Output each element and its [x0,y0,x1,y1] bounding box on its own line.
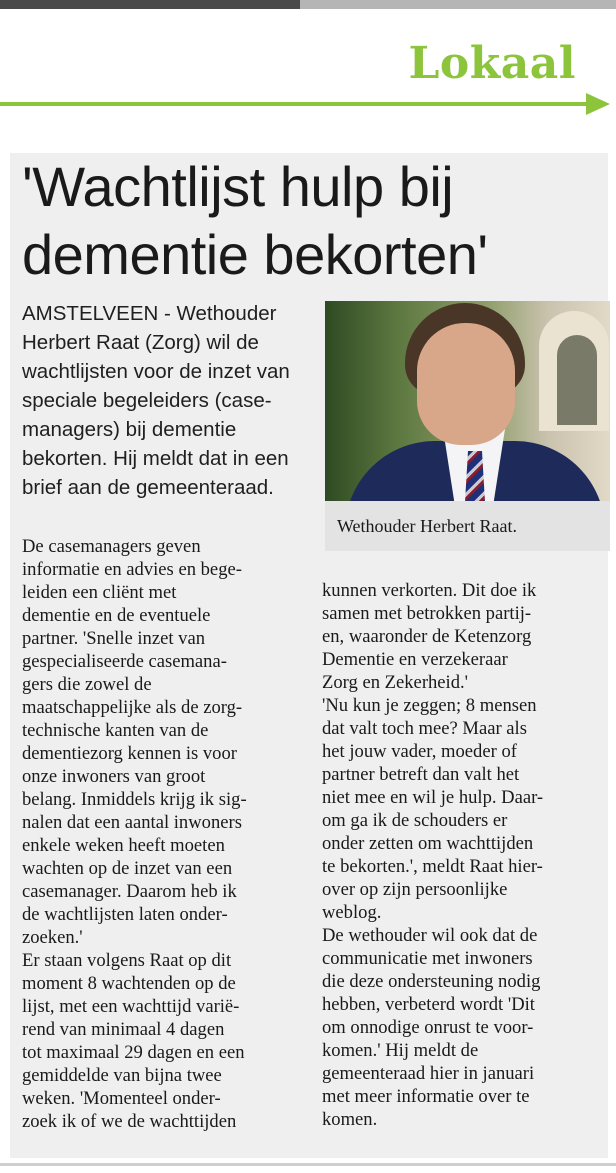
body-line: komen.' Hij meldt de [322,1040,479,1061]
body-line: rend van minimaal 4 dagen [22,1019,225,1040]
body-line: die deze ondersteuning nodig [322,971,541,992]
body-column-1 [22,535,312,1133]
body-line: Er staan volgens Raat op dit [22,950,232,971]
body-line: De wethouder wil ook dat de [322,925,538,946]
body-line: niet mee en wil je hulp. Daar- [322,787,544,808]
lead-line: Herbert Raat (Zorg) wil de [22,331,259,354]
body-line: gemiddelde van bijna twee [22,1065,222,1086]
headline: 'Wachtlijst hulp bij dementie bekorten' [22,155,488,286]
body-line: onder zetten om wachttijden [322,833,534,854]
body-line: dementie en de eventuele [22,605,211,626]
body-line: dementiezorg kennen is voor [22,743,237,764]
body-line: met meer informatie over te [322,1086,530,1107]
lead-line: speciale begeleiders (case- [22,389,272,412]
body-line: wachten op de inzet van een [22,858,233,879]
body-line: weken. 'Momenteel onder- [22,1088,221,1109]
body-line: De casemanagers geven [22,536,201,557]
body-line: partner betreft dan valt het [322,764,520,785]
lead-line: AMSTELVEEN - Wethouder [22,302,277,325]
lead-paragraph [22,299,322,502]
body-line: gers die zowel de [22,674,152,695]
arrow-right-icon [586,93,610,115]
body-line: enkele weken heeft moeten [22,835,225,856]
lead-line: managers) bij dementie [22,418,237,441]
body-line: informatie en advies en bege- [22,559,242,580]
body-line: communicatie met inwoners [322,948,533,969]
body-line: hebben, verbeterd wordt 'Dit [322,994,535,1015]
lead-line: bekorten. Hij meldt dat in een [22,447,289,470]
body-line: komen. [322,1109,378,1130]
body-line: Zorg en Zekerheid.' [322,672,469,693]
body-line: partner. 'Snelle inzet van [22,628,206,649]
body-line: dat valt toch mee? Maar als [322,718,527,739]
body-line: zoeken.' [22,927,83,948]
photo-caption: Wethouder Herbert Raat. [325,501,610,551]
body-line: zoek ik of we de wachttijden [22,1111,237,1132]
top-bar-light [300,0,616,9]
body-line: tot maximaal 29 dagen en een [22,1042,245,1063]
section-label: Lokaal [408,38,576,89]
body-line: 'Nu kun je zeggen; 8 mensen [322,695,537,716]
body-line: Dementie en verzekeraar [322,649,508,670]
body-line: gespecialiseerde casemana- [22,651,227,672]
top-bar-dark [0,0,300,9]
body-line: onze inwoners van groot [22,766,206,787]
lead-line: brief aan de gemeenteraad. [22,476,274,499]
body-line: casemanager. Daarom heb ik [22,881,237,902]
body-line: om ga ik de schouders er [322,810,508,831]
body-line: technische kanten van de [22,720,209,741]
portrait-photo [325,301,610,501]
body-line: kunnen verkorten. Dit doe ik [322,580,537,601]
body-line: en, waaronder de Ketenzorg [322,626,532,647]
article [10,153,608,1158]
body-line: de wachtlijsten laten onder- [22,904,228,925]
body-line: nalen dat een aantal inwoners [22,812,242,833]
body-line: gemeenteraad hier in januari [322,1063,535,1084]
body-line: belang. Inmiddels krijg ik sig- [22,789,247,810]
lead-line: wachtlijsten voor de inzet van [22,360,290,383]
bottom-divider [0,1163,616,1166]
body-line: het jouw vader, moeder of [322,741,517,762]
body-line: leiden een cliënt met [22,582,177,603]
section-divider [0,102,592,106]
body-line: moment 8 wachtenden op de [22,973,236,994]
body-line: te bekorten.', meldt Raat hier- [322,856,543,877]
body-line: over op zijn persoonlijke [322,879,508,900]
body-column-2 [322,579,607,1131]
body-line: maatschappelijke als de zorg- [22,697,243,718]
body-line: samen met betrokken partij- [322,603,532,624]
body-line: weblog. [322,902,382,923]
body-line: lijst, met een wachttijd varië- [22,996,240,1017]
body-line: om onnodige onrust te voor- [322,1017,534,1038]
